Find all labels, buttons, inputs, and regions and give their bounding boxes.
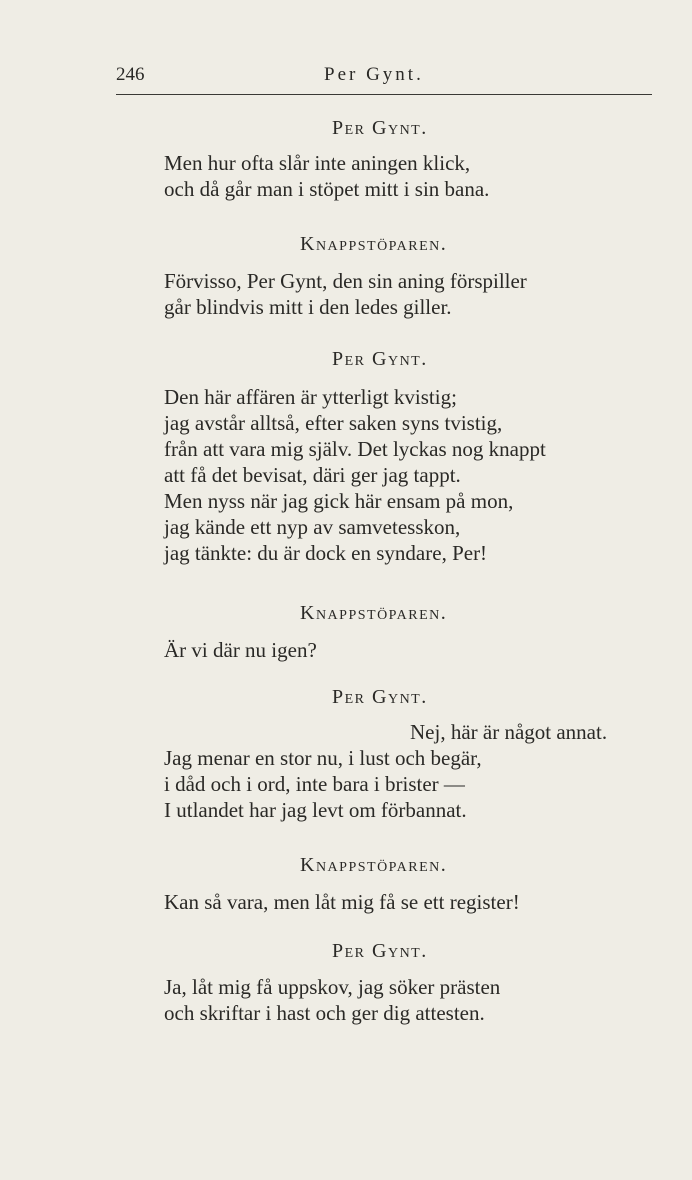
verse-line: jag tänkte: du är dock en syndare, Per! — [164, 541, 488, 565]
verse-line: Förvisso, Per Gynt, den sin aning förspiller — [164, 269, 527, 293]
verse-line: Men hur ofta slår inte aningen klick, — [164, 151, 471, 175]
verse-line: I utlandet har jag levt om förbannat. — [164, 798, 467, 822]
verse-block — [164, 150, 489, 202]
speaker-heading: Per Gynt. — [332, 348, 428, 370]
speaker-heading: Per Gynt. — [332, 117, 428, 139]
verse-line: Ja, låt mig få uppskov, jag söker prästen — [164, 975, 501, 999]
speaker-heading: Knappstöparen. — [300, 233, 448, 255]
verse-line: i dåd och i ord, inte bara i brister — — [164, 772, 465, 796]
verse-line: Kan så vara, men låt mig få se ett register! — [164, 890, 520, 914]
verse-block — [164, 637, 317, 663]
verse-line: och då går man i stöpet mitt i sin bana. — [164, 177, 490, 201]
verse-block — [164, 719, 607, 823]
verse-line: Jag menar en stor nu, i lust och begär, — [164, 746, 482, 770]
verse-line: Men nyss när jag gick här ensam på mon, — [164, 489, 514, 513]
verse-block — [164, 268, 527, 320]
verse-line: och skriftar i hast och ger dig attesten. — [164, 1001, 485, 1025]
speaker-heading: Per Gynt. — [332, 940, 428, 962]
verse-line: går blindvis mitt i den ledes giller. — [164, 295, 452, 319]
running-title: Per Gynt. — [324, 64, 424, 85]
verse-block — [164, 889, 520, 915]
verse-line: Den här affären är ytterligt kvistig; — [164, 385, 457, 409]
running-head — [116, 62, 652, 95]
verse-line: att få det bevisat, däri ger jag tappt. — [164, 463, 461, 487]
verse-line: från att vara mig själv. Det lyckas nog knappt — [164, 437, 546, 461]
verse-block — [164, 384, 546, 566]
verse-line: jag avstår alltså, efter saken syns tvistig, — [164, 411, 503, 435]
verse-line: jag kände ett nyp av samvetesskon, — [164, 515, 461, 539]
verse-block — [164, 974, 500, 1026]
speaker-heading: Knappstöparen. — [300, 602, 448, 624]
verse-line: Är vi där nu igen? — [164, 638, 317, 662]
page-number: 246 — [116, 64, 145, 85]
speaker-heading: Per Gynt. — [332, 686, 428, 708]
speaker-heading: Knappstöparen. — [300, 854, 448, 876]
verse-line: Nej, här är något annat. — [410, 720, 608, 744]
